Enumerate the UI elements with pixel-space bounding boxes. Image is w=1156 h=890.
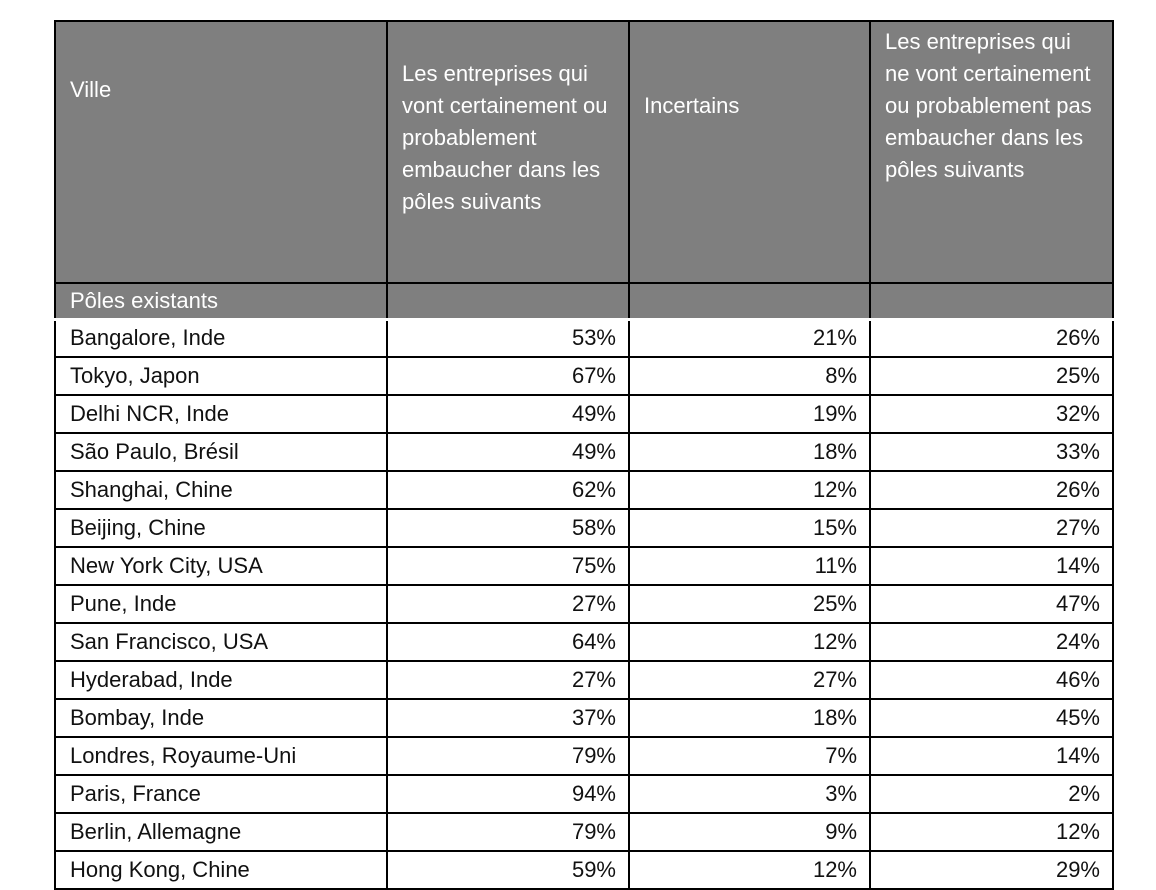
cell-uncertain: 18% <box>629 433 870 471</box>
cell-city: Beijing, Chine <box>55 509 387 547</box>
cell-city: Paris, France <box>55 775 387 813</box>
table-header <box>55 21 1113 283</box>
cell-city: Berlin, Allemagne <box>55 813 387 851</box>
cell-uncertain: 18% <box>629 699 870 737</box>
table-row <box>55 585 1113 623</box>
cell-uncertain: 27% <box>629 661 870 699</box>
cell-not-hire: 25% <box>870 357 1113 395</box>
cell-city: Hyderabad, Inde <box>55 661 387 699</box>
table-row <box>55 737 1113 775</box>
header-not-hire: Les entreprises qui ne vont certainement ou probablement pas embaucher dans les pôles suivants <box>870 21 1113 283</box>
cell-not-hire: 33% <box>870 433 1113 471</box>
cell-certain-hire: 79% <box>387 737 629 775</box>
table-row <box>55 813 1113 851</box>
table-body <box>55 283 1113 889</box>
cell-not-hire: 45% <box>870 699 1113 737</box>
cell-certain-hire: 64% <box>387 623 629 661</box>
cell-certain-hire: 37% <box>387 699 629 737</box>
cell-city: Bombay, Inde <box>55 699 387 737</box>
table-row <box>55 547 1113 585</box>
cell-uncertain: 25% <box>629 585 870 623</box>
cell-not-hire: 29% <box>870 851 1113 889</box>
cell-city: Bangalore, Inde <box>55 319 387 357</box>
table-row <box>55 699 1113 737</box>
table-row <box>55 471 1113 509</box>
section-row <box>55 283 1113 319</box>
cell-uncertain: 12% <box>629 623 870 661</box>
cell-uncertain: 11% <box>629 547 870 585</box>
table-row <box>55 433 1113 471</box>
cell-city: Delhi NCR, Inde <box>55 395 387 433</box>
cell-city: San Francisco, USA <box>55 623 387 661</box>
cell-certain-hire: 27% <box>387 585 629 623</box>
cell-uncertain: 8% <box>629 357 870 395</box>
cell-city: São Paulo, Brésil <box>55 433 387 471</box>
cell-uncertain: 9% <box>629 813 870 851</box>
table-row <box>55 851 1113 889</box>
cell-certain-hire: 27% <box>387 661 629 699</box>
cell-city: Tokyo, Japon <box>55 357 387 395</box>
cell-certain-hire: 94% <box>387 775 629 813</box>
cell-city: Shanghai, Chine <box>55 471 387 509</box>
header-uncertain: Incertains <box>629 21 870 283</box>
cell-uncertain: 3% <box>629 775 870 813</box>
cell-not-hire: 12% <box>870 813 1113 851</box>
section-cell <box>870 283 1113 319</box>
table-row <box>55 509 1113 547</box>
header-city: Ville <box>55 21 387 283</box>
section-cell <box>629 283 870 319</box>
hiring-hubs-table-container <box>54 20 1112 890</box>
table-row <box>55 775 1113 813</box>
cell-not-hire: 26% <box>870 471 1113 509</box>
cell-uncertain: 12% <box>629 471 870 509</box>
table-row <box>55 623 1113 661</box>
table-row <box>55 395 1113 433</box>
cell-certain-hire: 67% <box>387 357 629 395</box>
cell-certain-hire: 79% <box>387 813 629 851</box>
cell-certain-hire: 58% <box>387 509 629 547</box>
cell-not-hire: 14% <box>870 547 1113 585</box>
table-row <box>55 319 1113 357</box>
cell-not-hire: 24% <box>870 623 1113 661</box>
cell-not-hire: 27% <box>870 509 1113 547</box>
cell-certain-hire: 75% <box>387 547 629 585</box>
table-row <box>55 357 1113 395</box>
cell-not-hire: 47% <box>870 585 1113 623</box>
cell-uncertain: 19% <box>629 395 870 433</box>
cell-certain-hire: 62% <box>387 471 629 509</box>
cell-not-hire: 2% <box>870 775 1113 813</box>
header-row <box>55 21 1113 283</box>
section-cell <box>387 283 629 319</box>
cell-city: Hong Kong, Chine <box>55 851 387 889</box>
cell-uncertain: 7% <box>629 737 870 775</box>
header-certain-hire: Les entreprises qui vont certainement ou probablement embaucher dans les pôles suivants <box>387 21 629 283</box>
cell-certain-hire: 49% <box>387 433 629 471</box>
cell-not-hire: 26% <box>870 319 1113 357</box>
cell-certain-hire: 53% <box>387 319 629 357</box>
cell-not-hire: 14% <box>870 737 1113 775</box>
hiring-hubs-table <box>54 20 1114 890</box>
section-label: Pôles existants <box>55 283 387 319</box>
cell-certain-hire: 49% <box>387 395 629 433</box>
cell-uncertain: 21% <box>629 319 870 357</box>
cell-city: Londres, Royaume-Uni <box>55 737 387 775</box>
cell-not-hire: 46% <box>870 661 1113 699</box>
cell-uncertain: 15% <box>629 509 870 547</box>
table-row <box>55 661 1113 699</box>
cell-not-hire: 32% <box>870 395 1113 433</box>
cell-certain-hire: 59% <box>387 851 629 889</box>
cell-city: New York City, USA <box>55 547 387 585</box>
cell-city: Pune, Inde <box>55 585 387 623</box>
cell-uncertain: 12% <box>629 851 870 889</box>
